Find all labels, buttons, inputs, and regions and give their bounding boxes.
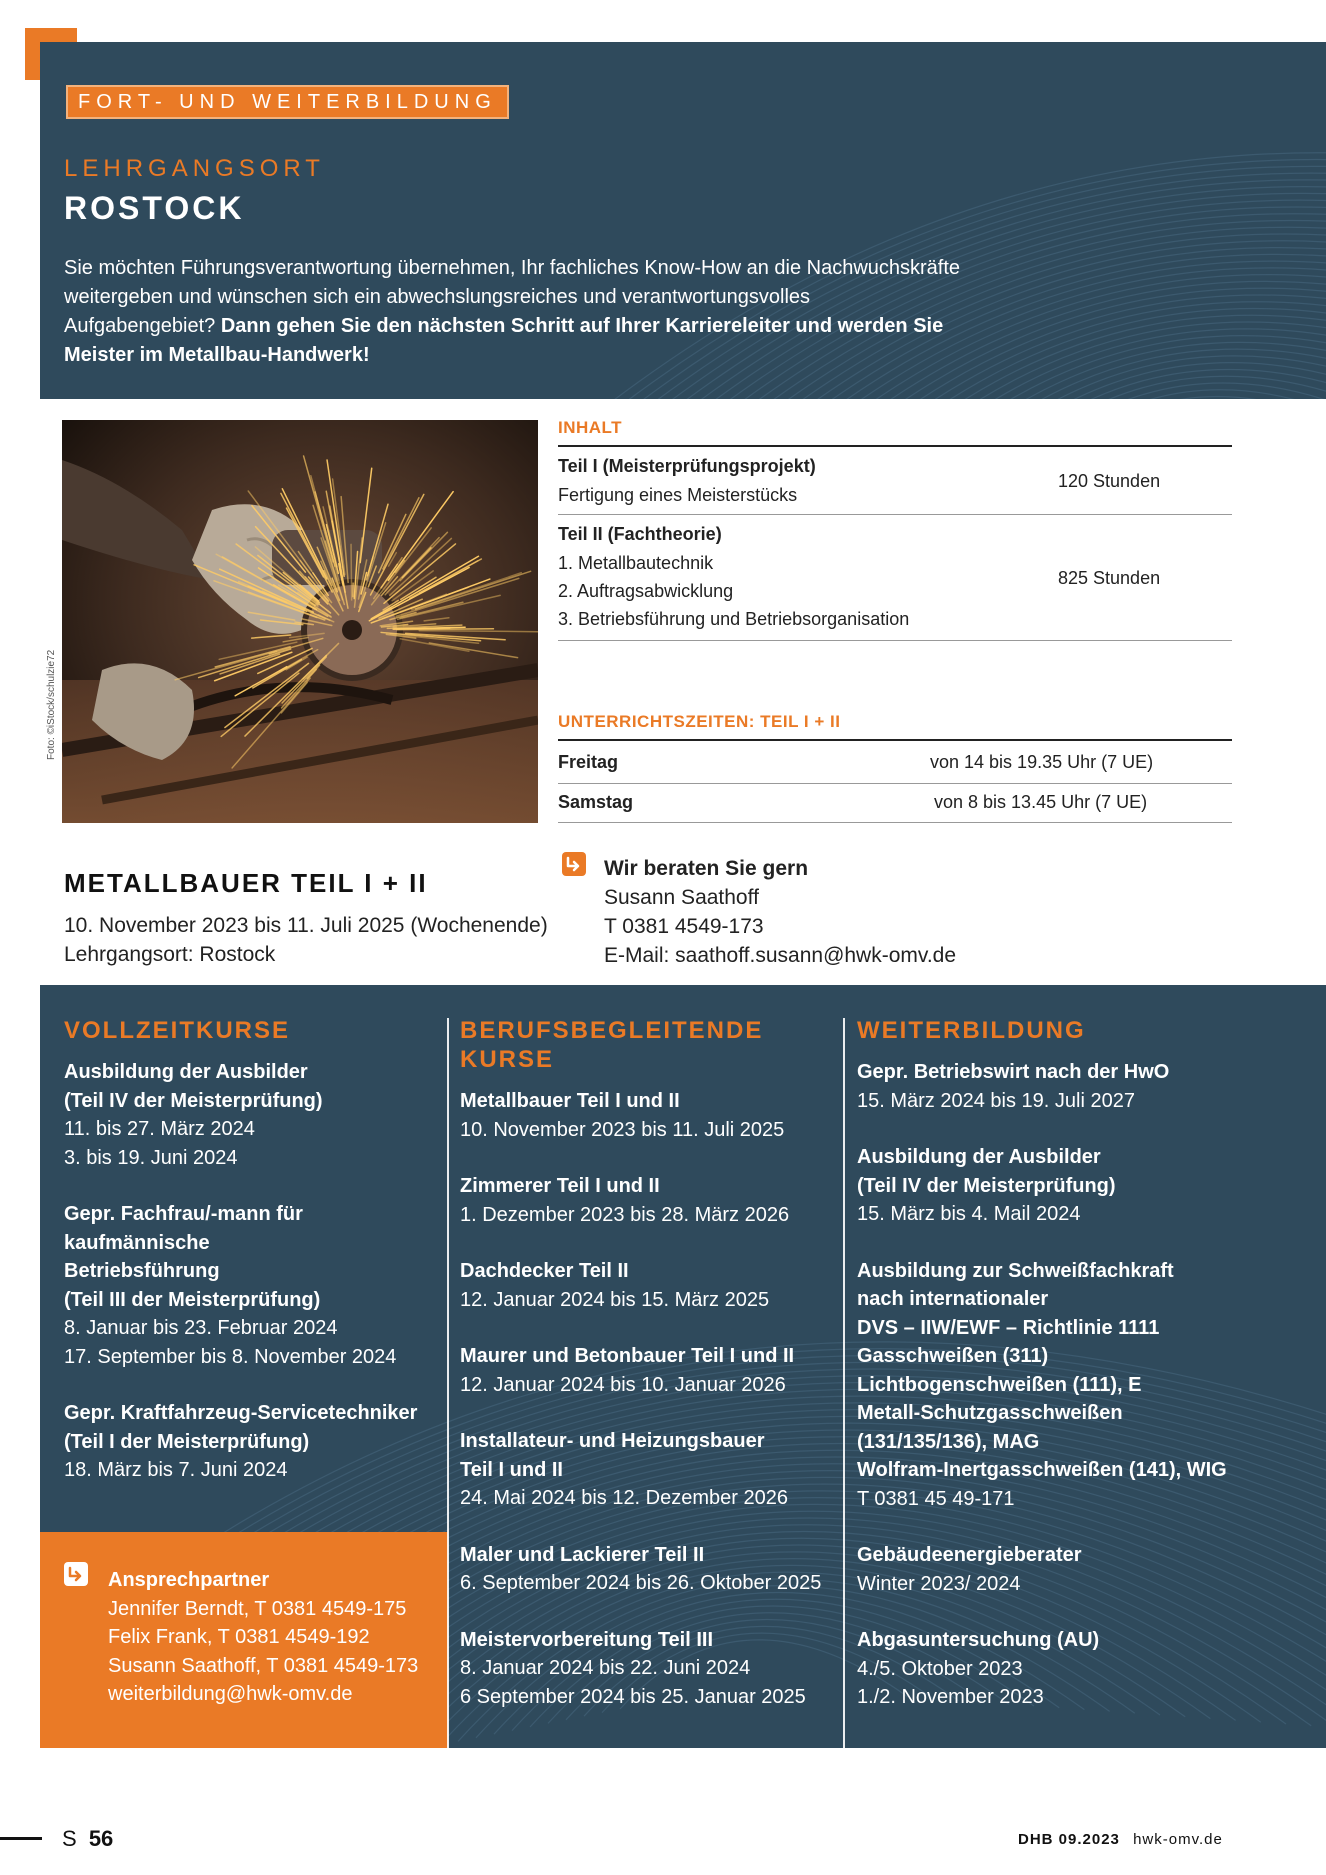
schedule-day-1: Freitag	[558, 752, 619, 772]
part2-item-3: 3. Betriebsführung und Betriebsorganisation	[558, 609, 910, 629]
course-title: Maler und Lackierer Teil II	[460, 1543, 705, 1566]
inhalt-mid-rule	[558, 514, 1232, 515]
course-date: 12. Januar 2024 bis 15. März 2025	[460, 1288, 770, 1311]
vollzeit-column	[64, 1016, 444, 1485]
course-title: Zimmerer Teil I und II	[460, 1175, 660, 1197]
weiterbildung-item	[857, 1143, 1317, 1229]
intro-bold: Dann gehen Sie den nächsten Schritt auf Ihrer Karriereleiter und werden Sie Meister im Metallbau-Handwerk!	[64, 315, 944, 366]
course-location: Lehrgangsort: Rostock	[64, 943, 276, 966]
course-date: 15. März bis 4. Mail 2024	[857, 1203, 1081, 1225]
berufsbegleitend-item	[460, 1342, 840, 1399]
berufsbegleitend-item	[460, 1541, 840, 1598]
part2-item-2: 2. Auftragsabwicklung	[558, 581, 734, 601]
schedule-day-2: Samstag	[558, 792, 634, 812]
advice-name: Susann Saathoff	[604, 886, 759, 909]
schedule-time-2: von 8 bis 13.45 Uhr (7 UE)	[934, 792, 1148, 812]
inhalt-top-rule	[558, 445, 1232, 447]
course-title: (Teil I der Meisterprüfung)	[64, 1430, 310, 1453]
course-title: (Teil IV der Meisterprüfung)	[64, 1089, 323, 1112]
berufsbegleitend-item	[460, 1087, 840, 1144]
advice-heading: Wir beraten Sie gern	[604, 857, 809, 880]
course-title: Lichtbogenschweißen (111), E	[857, 1373, 1142, 1396]
course-title: (Teil III der Meisterprüfung)	[64, 1288, 321, 1311]
course-date: 18. März bis 7. Juni 2024	[64, 1459, 288, 1481]
course-date: 17. September bis 8. November 2024	[64, 1345, 397, 1368]
course-title: Installateur- und Heizungsbauer	[460, 1430, 765, 1452]
intro-text	[64, 254, 964, 370]
course-date: 24. Mai 2024 bis 12. Dezember 2026	[460, 1487, 788, 1509]
course-title: METALLBAUER TEIL I + II	[64, 868, 428, 898]
kicker: LEHRGANGSORT	[64, 155, 325, 182]
part1-hours: 120 Stunden	[1058, 471, 1161, 491]
website[interactable]: hwk-omv.de	[1133, 1831, 1223, 1848]
column-divider-1	[447, 1018, 449, 1748]
course-title: Maurer und Betonbauer Teil I und II	[460, 1345, 795, 1367]
course-date: Winter 2023/ 2024	[857, 1572, 1021, 1595]
inhalt-heading: INHALT	[558, 418, 623, 437]
footer-rule	[0, 1837, 42, 1840]
course-title: Betriebsführung	[64, 1260, 220, 1282]
berufsbegleitend-item	[460, 1427, 840, 1513]
course-title: Ausbildung der Ausbilder	[64, 1061, 308, 1083]
ansprech-heading: Ansprechpartner	[108, 1569, 270, 1591]
berufsbegleitend-heading-2: KURSE	[460, 1046, 555, 1073]
inhalt-bottom-rule	[558, 640, 1232, 641]
course-title: Metall-Schutzgasschweißen	[857, 1402, 1123, 1424]
weiterbildung-column	[857, 1016, 1317, 1712]
course-title: nach internationaler	[857, 1288, 1049, 1310]
column-divider-2	[843, 1018, 845, 1748]
course-date: 1. Dezember 2023 bis 28. März 2026	[460, 1203, 790, 1226]
course-date: 10. November 2023 bis 11. Juli 2025	[460, 1118, 785, 1141]
course-title: Dachdecker Teil II	[460, 1260, 629, 1282]
advice-phone: T 0381 4549-173	[604, 915, 764, 938]
advice-email[interactable]: E-Mail: saathoff.susann@hwk-omv.de	[604, 944, 957, 967]
berufsbegleitend-item	[460, 1626, 840, 1712]
schedule-heading: UNTERRICHTSZEITEN: TEIL I + II	[558, 712, 841, 731]
part2-item-1: 1. Metallbautechnik	[558, 553, 714, 573]
vollzeit-item	[64, 1399, 444, 1485]
weiterbildung-heading: WEITERBILDUNG	[857, 1017, 1086, 1044]
page-number-value: 56	[88, 1826, 114, 1851]
course-date: 11. bis 27. März 2024	[64, 1118, 255, 1140]
weiterbildung-item	[857, 1541, 1317, 1598]
photo-credit: Foto: ©iStock/schulzie72	[46, 649, 57, 760]
course-date: 8. Januar 2024 bis 22. Juni 2024	[460, 1657, 751, 1679]
course-date: 3. bis 19. Juni 2024	[64, 1146, 238, 1169]
schedule-mid-rule	[558, 783, 1232, 784]
course-title: Teil I und II	[460, 1458, 563, 1481]
weiterbildung-list	[857, 1058, 1317, 1712]
ansprech-arrow-icon	[64, 1562, 88, 1586]
weiterbildung-item	[857, 1257, 1317, 1514]
schedule-bottom-rule	[558, 822, 1232, 823]
course-date: 6 September 2024 bis 25. Januar 2025	[460, 1685, 806, 1708]
course-title: Abgasuntersuchung (AU)	[857, 1629, 1100, 1651]
course-title: Metallbauer Teil I und II	[460, 1090, 680, 1112]
berufsbegleitend-heading-1: BERUFSBEGLEITENDE	[460, 1017, 764, 1044]
page-prefix: S	[62, 1826, 77, 1851]
vollzeit-item	[64, 1200, 444, 1371]
section-tag: FORT- UND WEITERBILDUNG	[66, 85, 509, 119]
ansprech-line-2: Felix Frank, T 0381 4549-192	[108, 1626, 370, 1648]
berufsbegleitend-column	[460, 1016, 840, 1711]
ansprech-email[interactable]: weiterbildung@hwk-omv.de	[108, 1683, 353, 1705]
welding-photo	[62, 420, 538, 823]
vollzeit-list	[64, 1058, 444, 1485]
course-title: Gepr. Fachfrau/-mann für kaufmännische	[64, 1203, 303, 1254]
course-date: 12. Januar 2024 bis 10. Januar 2026	[460, 1373, 786, 1396]
magazine-issue: DHB 09.2023	[1018, 1831, 1120, 1848]
course-title: Gepr. Betriebswirt nach der HwO	[857, 1061, 1170, 1083]
course-date: 4./5. Oktober 2023	[857, 1657, 1023, 1680]
part1-desc: Fertigung eines Meisterstücks	[558, 485, 798, 505]
weiterbildung-item	[857, 1626, 1317, 1712]
course-date: 6. September 2024 bis 26. Oktober 2025	[460, 1572, 822, 1594]
course-date: 1./2. November 2023	[857, 1686, 1044, 1708]
page-title: ROSTOCK	[64, 190, 245, 226]
course-title: Gasschweißen (311)	[857, 1345, 1049, 1367]
course-date: 8. Januar bis 23. Februar 2024	[64, 1317, 338, 1339]
course-title: (Teil IV der Meisterprüfung)	[857, 1174, 1116, 1197]
intro-normal: Sie möchten Führungsverantwortung übernehmen, Ihr fachliches Know-How an die Nachwuchskräfte weitergeben und wünschen sich ein abwechslungsreiches und verantwortungsvolles Aufgabengebiet?	[64, 257, 961, 337]
course-title: Wolfram-Inertgasschweißen (141), WIG	[857, 1459, 1227, 1481]
schedule-top-rule	[558, 739, 1232, 741]
berufsbegleitend-item	[460, 1257, 840, 1314]
berufsbegleitend-list	[460, 1087, 840, 1711]
course-date: 15. März 2024 bis 19. Juli 2027	[857, 1089, 1135, 1112]
course-title: Gepr. Kraftfahrzeug-Servicetechniker	[64, 1402, 418, 1424]
course-title: Ausbildung zur Schweißfachkraft	[857, 1259, 1174, 1282]
schedule-time-1: von 14 bis 19.35 Uhr (7 UE)	[930, 752, 1154, 772]
course-title: Ausbildung der Ausbilder	[857, 1146, 1101, 1168]
course-title: Gebäudeenergieberater	[857, 1544, 1082, 1566]
course-title: Meistervorbereitung Teil III	[460, 1628, 714, 1651]
part1-title: Teil I (Meisterprüfungsprojekt)	[558, 456, 816, 476]
course-dates: 10. November 2023 bis 11. Juli 2025 (Wochenende)	[64, 914, 548, 937]
part2-title: Teil II (Fachtheorie)	[558, 524, 722, 544]
page-number	[62, 1826, 113, 1852]
course-title: (131/135/136), MAG	[857, 1430, 1040, 1453]
ansprech-line-1: Jennifer Berndt, T 0381 4549-175	[108, 1597, 407, 1620]
berufsbegleitend-item	[460, 1172, 840, 1229]
vollzeit-heading: VOLLZEITKURSE	[64, 1017, 291, 1044]
ansprech-line-3: Susann Saathoff, T 0381 4549-173	[108, 1654, 419, 1677]
course-date: T 0381 45 49-171	[857, 1487, 1015, 1510]
course-title: DVS – IIW/EWF – Richtlinie 1111	[857, 1316, 1160, 1339]
contact-arrow-icon	[562, 852, 586, 876]
part2-hours: 825 Stunden	[1058, 568, 1161, 588]
weiterbildung-item	[857, 1058, 1317, 1115]
footer-publication	[1018, 1831, 1223, 1848]
ansprech-block	[108, 1566, 438, 1709]
vollzeit-item	[64, 1058, 444, 1172]
